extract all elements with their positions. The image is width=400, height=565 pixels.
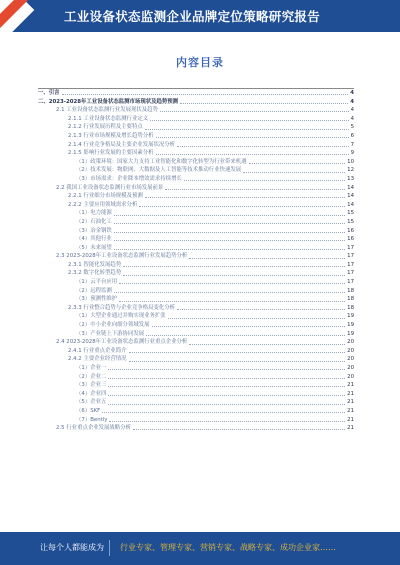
toc-entry-page: 7 (350, 141, 354, 148)
toc-leader-dots (114, 222, 345, 224)
toc-entry-page: 14 (347, 193, 354, 200)
toc-leader-dots (139, 205, 345, 207)
toc-entry[interactable] (38, 416, 354, 425)
toc-leader-dots (180, 102, 348, 104)
toc-entry[interactable] (38, 98, 354, 107)
toc-leader-dots (102, 411, 345, 413)
toc-entry-page: 17 (347, 244, 354, 251)
toc-entry-page: 16 (347, 227, 354, 234)
toc-entry-title: 二、2023-2028年工业设备状态监测市场现状及趋势预测 (38, 98, 179, 105)
toc-leader-dots (145, 196, 345, 198)
toc-entry-page: 4 (350, 90, 354, 96)
toc-leader-dots (108, 377, 345, 379)
toc-leader-dots (249, 162, 346, 164)
toc-leader-dots (189, 343, 345, 345)
toc-leader-dots (62, 93, 349, 95)
toc-entry[interactable] (38, 278, 354, 287)
toc-entry[interactable] (38, 390, 354, 399)
toc-leader-dots (109, 420, 345, 422)
toc-entry-title: 2.4 2023-2028年工业设备状态监测行业重点企业分析 (56, 339, 188, 346)
toc-leader-dots (177, 308, 345, 310)
toc-leader-dots (108, 403, 345, 405)
toc-leader-dots (177, 145, 348, 147)
toc-entry-page: 14 (347, 201, 354, 208)
toc-entry[interactable] (38, 166, 354, 175)
toc-entry[interactable] (38, 347, 354, 356)
toc-entry-page: 21 (347, 416, 354, 423)
toc-entry-page: 19 (347, 322, 354, 329)
toc-entry[interactable] (38, 338, 354, 347)
toc-leader-dots (123, 274, 345, 276)
toc-entry-title: 2.3.1 智能化发展趋势 (68, 261, 122, 268)
toc-entry[interactable] (38, 235, 354, 244)
toc-entry-title: （2）企业二 (76, 373, 107, 380)
toc-entry-page: 4 (350, 107, 354, 114)
toc-entry[interactable] (38, 424, 354, 433)
toc-leader-dots (165, 188, 345, 190)
toc-entry-title: （3）产业链上下游协同发展 (76, 330, 145, 337)
toc-entry-page: 17 (347, 279, 354, 286)
toc-leader-dots (114, 239, 345, 241)
toc-leader-dots (160, 110, 349, 112)
toc-entry-title: （6）SKF (76, 407, 101, 414)
toc-entry[interactable] (38, 312, 354, 321)
report-title: 工业设备状态监测企业品牌定位策略研究报告 (64, 9, 321, 24)
toc-entry-title: 2.1.1 工业设备状态监测行业定义 (68, 115, 149, 122)
toc-entry-page: 18 (347, 296, 354, 303)
toc-entry-page: 20 (347, 373, 354, 380)
toc-leader-dots (114, 231, 345, 233)
toc-entry-page: 17 (347, 270, 354, 277)
toc-leader-dots (168, 317, 345, 319)
toc-entry[interactable] (38, 287, 354, 296)
toc-entry-page: 19 (347, 313, 354, 320)
toc-leader-dots (150, 119, 348, 121)
toc-leader-dots (119, 282, 345, 284)
toc-entry[interactable] (38, 192, 354, 201)
toc-leader-dots (129, 360, 346, 362)
toc-entry-page: 6 (350, 132, 354, 139)
toc-entry-page: 14 (347, 184, 354, 191)
toc-leader-dots (156, 153, 349, 155)
toc-entry[interactable] (38, 330, 354, 339)
toc-entry-title: （1）云平台应用 (76, 279, 118, 286)
toc-entry-title: 2.2.1 行业细分市场规模及预测 (68, 193, 143, 200)
toc-entry-title: 一、引言 (38, 90, 60, 96)
toc-leader-dots (189, 257, 345, 259)
toc-leader-dots (146, 334, 345, 336)
toc-entry[interactable] (38, 115, 354, 124)
toc-entry-title: 2.4.2 主要企业经营情况 (68, 356, 127, 363)
toc-entry[interactable] (38, 218, 354, 227)
toc-entry-page: 17 (347, 253, 354, 260)
toc-entry[interactable] (38, 295, 354, 304)
toc-entry-title: （4）其他行业 (76, 236, 112, 243)
toc-entry-title: （2）远程监测 (76, 287, 112, 294)
toc-entry[interactable] (38, 106, 354, 115)
toc-entry-page: 12 (347, 167, 354, 174)
toc-entry-title: （7）Bently (76, 416, 108, 423)
toc-entry[interactable] (38, 227, 354, 236)
toc-entry-title: （3）企业三 (76, 382, 107, 389)
toc-entry-title: （5）企业五 (76, 399, 107, 406)
toc-entry[interactable] (38, 304, 354, 313)
toc-entry-title: 2.1.4 行业竞争格局及主要企业发展状况分析 (68, 141, 176, 148)
footer-slogan-right: 行业专家、管理专家、营销专家、战略专家、成功企业家…… (120, 543, 336, 552)
toc-entry-page: 13 (347, 175, 354, 182)
toc-entry-page: 15 (347, 210, 354, 217)
toc-entry-page: 16 (347, 236, 354, 243)
toc-entry[interactable] (38, 364, 354, 373)
toc-entry-title: （2）石油化工 (76, 218, 112, 225)
footer-divider (109, 540, 110, 556)
toc-entry[interactable] (38, 252, 354, 261)
toc-entry[interactable] (38, 158, 354, 167)
toc-entry[interactable] (38, 261, 354, 270)
toc-entry[interactable] (38, 141, 354, 150)
toc-heading: 内容目录 (176, 56, 224, 69)
toc-leader-dots (133, 428, 345, 430)
toc-leader-dots (108, 394, 345, 396)
toc-entry[interactable] (38, 132, 354, 141)
toc-leader-dots (152, 325, 346, 327)
toc-entry[interactable] (38, 149, 354, 158)
toc-entry-page: 19 (347, 330, 354, 337)
toc-entry-title: 2.1.5 影响行业发展的主要因素分析 (68, 150, 154, 157)
toc-leader-dots (114, 248, 345, 250)
toc-leader-dots (156, 136, 349, 138)
toc-entry[interactable] (38, 89, 354, 98)
toc-entry-title: 2.3.2 数字化转型趋势 (68, 270, 122, 277)
toc-leader-dots (108, 385, 345, 387)
toc-entry-page: 10 (347, 158, 354, 165)
footer-slogan-left: 让每个人都能成为 (40, 543, 104, 552)
toc-entry[interactable] (38, 381, 354, 390)
toc-entry-page: 21 (347, 425, 354, 432)
toc-entry-title: 2.3.3 行业整合趋势与企业竞争格局变化分析 (68, 304, 176, 311)
toc-leader-dots (114, 291, 345, 293)
toc-entry-page: 21 (347, 407, 354, 414)
toc-leader-dots (108, 368, 345, 370)
toc-leader-dots (145, 128, 349, 130)
toc-entry-page: 15 (347, 218, 354, 225)
toc-entry-title: （1）大型企业通过并购实现业务扩张 (76, 313, 166, 320)
toc-entry-title: （3）市场需求：企业降本增效需求持续增长 (76, 175, 182, 182)
toc-entry[interactable] (38, 201, 354, 210)
toc-entry[interactable] (38, 123, 354, 132)
toc-entry-title: （2）技术发展：物联网、大数据及人工智能等技术推动行业快速发展 (76, 167, 242, 174)
toc-entry[interactable] (38, 244, 354, 253)
toc-entry[interactable] (38, 355, 354, 364)
toc-leader-dots (119, 300, 345, 302)
toc-entry-page: 5 (350, 124, 354, 131)
toc-entry-title: （1）企业一 (76, 365, 107, 371)
toc-entry[interactable] (38, 209, 354, 218)
toc-entry[interactable] (38, 184, 354, 193)
toc-entry[interactable] (38, 407, 354, 416)
toc-entry-page: 4 (350, 98, 354, 105)
toc-entry-page: 21 (347, 390, 354, 397)
toc-entry-title: 2.2.2 主要应用领域需求分析 (68, 201, 138, 208)
toc-entry[interactable] (38, 175, 354, 184)
toc-entry-page: 20 (347, 347, 354, 354)
toc-entry-title: 2.5 行业重点企业发展战略分析 (56, 425, 131, 432)
toc-entry-page: 18 (347, 287, 354, 294)
toc-entry-page: 17 (347, 261, 354, 268)
toc-entry[interactable] (38, 398, 354, 407)
toc-entry-page: 20 (347, 339, 354, 346)
toc-entry-title: 2.4.1 行业重点企业简介 (68, 347, 127, 354)
table-of-contents (38, 89, 354, 433)
toc-entry-page: 4 (350, 115, 354, 122)
toc-entry-title: 2.2 我国工业设备状态监测行业市场发展前景 (56, 184, 164, 191)
report-header-bar (0, 0, 400, 32)
toc-entry-page: 20 (347, 365, 354, 371)
toc-entry-page: 21 (347, 382, 354, 389)
toc-leader-dots (184, 179, 345, 181)
toc-entry-title: 2.3 2023-2028年工业设备状态监测行业发展趋势分析 (56, 253, 188, 260)
footer-bar (0, 532, 400, 565)
toc-entry-title: （5）未来展望 (76, 244, 112, 251)
toc-leader-dots (114, 214, 345, 216)
toc-entry-page: 21 (347, 399, 354, 406)
toc-leader-dots (243, 171, 345, 173)
toc-entry-title: （3）预测性维护 (76, 296, 118, 303)
toc-entry-title: 2.1.3 行业市场规模及增长趋势分析 (68, 132, 154, 139)
toc-leader-dots (129, 351, 346, 353)
toc-entry-title: （1）电力能源 (76, 210, 112, 217)
toc-entry-title: （3）冶金钢铁 (76, 227, 112, 234)
toc-entry-title: （4）企业四 (76, 390, 107, 397)
toc-entry[interactable] (38, 373, 354, 382)
toc-entry[interactable] (38, 321, 354, 330)
toc-entry-title: （2）中小企业向细分领域发展 (76, 322, 150, 329)
toc-entry-title: 2.1 工业设备状态监测行业发展现状及趋势 (56, 107, 158, 114)
toc-entry-page: 20 (347, 356, 354, 363)
toc-entry[interactable] (38, 269, 354, 278)
toc-entry-title: （1）政策环境：国家大力支持工业智能化和数字化转型为行业带来机遇 (76, 158, 247, 165)
toc-entry-title: 2.1.2 行业发展历程及主要特点 (68, 124, 143, 131)
toc-entry-page: 18 (347, 304, 354, 311)
toc-leader-dots (123, 265, 345, 267)
toc-entry-page: 9 (350, 150, 354, 157)
